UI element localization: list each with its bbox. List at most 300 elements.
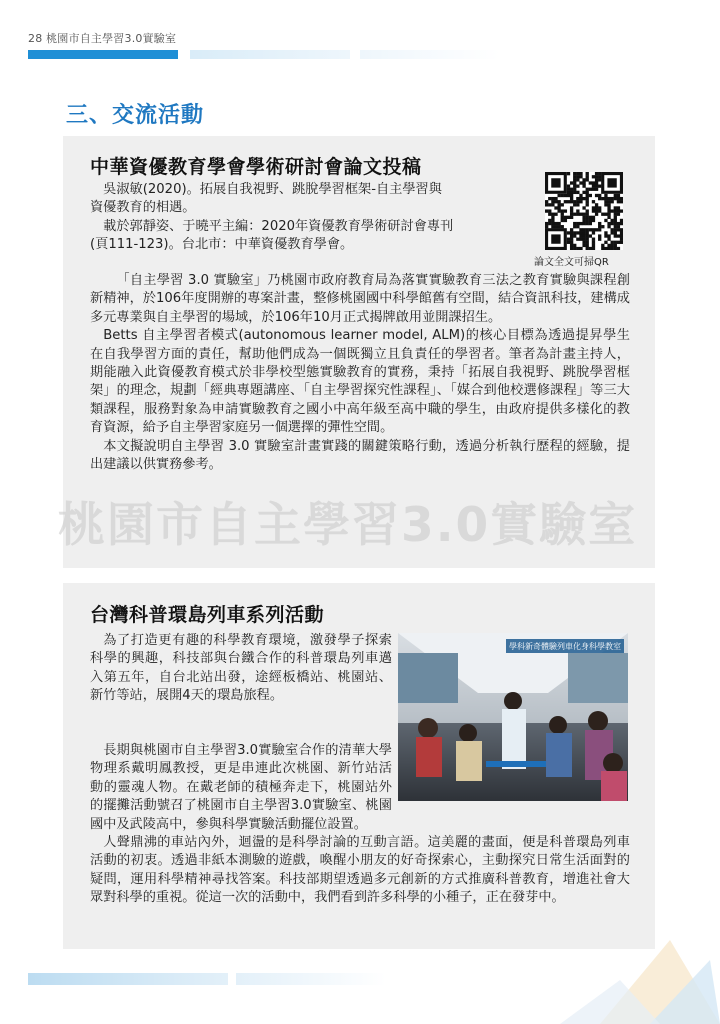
qr-module [620, 228, 623, 231]
qr-module [548, 213, 551, 216]
qr-module [551, 216, 554, 219]
qr-module [557, 222, 560, 225]
qr-module [564, 209, 567, 212]
qr-module [589, 219, 592, 222]
qr-module [611, 241, 614, 244]
citation-line: 載於郭靜姿、于曉平主編：2020年資優教育學術研討會專刊 [90, 218, 454, 234]
qr-module [573, 200, 576, 203]
qr-module [570, 247, 573, 250]
citation-block [90, 181, 530, 255]
qr-module [617, 197, 620, 200]
qr-module [573, 213, 576, 216]
qr-module [576, 238, 579, 241]
qr-module [576, 200, 579, 203]
citation-line: (頁111-123)。台北市：中華資優教育學會。 [90, 237, 354, 253]
citation-line: 資優教育的相遇。 [90, 200, 196, 216]
qr-module [617, 225, 620, 228]
qr-module [592, 241, 595, 244]
qr-module [576, 184, 579, 187]
qr-module [545, 222, 548, 225]
qr-module [614, 213, 617, 216]
qr-module [557, 225, 560, 228]
page-header: 28 桃園市自主學習3.0實驗室 [28, 32, 177, 45]
qr-module [557, 203, 560, 206]
qr-module [561, 225, 564, 228]
qr-module [586, 172, 589, 175]
qr-module [589, 194, 592, 197]
qr-caption: 論文全文可掃QR [534, 257, 609, 268]
qr-module [598, 234, 601, 237]
qr-module [545, 225, 548, 228]
qr-module [607, 200, 610, 203]
qr-module [564, 216, 567, 219]
qr-module [598, 184, 601, 187]
qr-module [554, 222, 557, 225]
qr-module [586, 188, 589, 191]
qr-module [586, 209, 589, 212]
qr-module [614, 194, 617, 197]
qr-module [570, 191, 573, 194]
qr-module [582, 238, 585, 241]
qr-module [620, 234, 623, 237]
qr-module [570, 206, 573, 209]
section-heading: 三、交流活動 [66, 103, 205, 128]
qr-module [570, 234, 573, 237]
qr-module [561, 209, 564, 212]
qr-module [579, 194, 582, 197]
qr-module [607, 234, 610, 237]
qr-module [570, 228, 573, 231]
paragraph: 人聲鼎沸的車站內外，迴盪的是科學討論的互動言語。這美麗的畫面，便是科普環島列車活動的初衷。透過非紙本測驗的遊戲，喚醒小朋友的好奇探索心，主動探究日常生活面對的疑問，運用科學精神尋找答案。科技部期望透過多元創新的方式推廣科普教育，增進社會大眾對科學的重視。從這一次的活動中，我們看到許多科學的小種子，正在發芽中。 [90, 835, 630, 906]
qr-module [598, 178, 601, 181]
qr-module [614, 241, 617, 244]
qr-module [617, 241, 620, 244]
qr-module [561, 219, 564, 222]
qr-module [582, 181, 585, 184]
qr-module [617, 213, 620, 216]
qr-module [548, 219, 551, 222]
qr-module [573, 172, 576, 175]
qr-module [551, 200, 554, 203]
qr-module [598, 228, 601, 231]
qr-module [607, 213, 610, 216]
qr-module [554, 197, 557, 200]
qr-module [592, 188, 595, 191]
qr-module [614, 244, 617, 247]
qr-module [614, 247, 617, 250]
qr-module [582, 213, 585, 216]
qr-module [586, 197, 589, 200]
qr-module [620, 238, 623, 241]
qr-module [579, 234, 582, 237]
qr-module [614, 219, 617, 222]
qr-module [567, 200, 570, 203]
qr-module [604, 200, 607, 203]
qr-module [617, 200, 620, 203]
qr-module [579, 213, 582, 216]
qr-module [551, 203, 554, 206]
qr-module [614, 197, 617, 200]
qr-module [548, 197, 551, 200]
qr-module [598, 225, 601, 228]
photo-caption: 學科新奇體驗列車化身科學教室 [509, 642, 621, 651]
qr-module [620, 231, 623, 234]
qr-module [561, 216, 564, 219]
qr-module [607, 206, 610, 209]
qr-module [592, 200, 595, 203]
qr-module [601, 247, 604, 250]
qr-module [561, 203, 564, 206]
qr-module [617, 234, 620, 237]
qr-module [592, 219, 595, 222]
qr-module [620, 219, 623, 222]
qr-module [561, 213, 564, 216]
qr-module [579, 231, 582, 234]
watermark: 桃園市自主學習3.0實驗室 [58, 498, 638, 553]
train-body-top [90, 632, 392, 706]
qr-module [582, 222, 585, 225]
qr-module [545, 200, 548, 203]
qr-module [595, 188, 598, 191]
qr-module [607, 244, 610, 247]
qr-module [598, 172, 601, 175]
qr-module [573, 178, 576, 181]
qr-module [614, 228, 617, 231]
qr-module [604, 219, 607, 222]
qr-module [586, 247, 589, 250]
qr-module [582, 228, 585, 231]
qr-module [576, 222, 579, 225]
qr-module [620, 222, 623, 225]
qr-module [617, 194, 620, 197]
qr-module [586, 231, 589, 234]
qr-module [551, 219, 554, 222]
qr-module [601, 197, 604, 200]
qr-module [567, 184, 570, 187]
qr-module [573, 222, 576, 225]
qr-module [582, 197, 585, 200]
qr-module [586, 178, 589, 181]
qr-module [595, 213, 598, 216]
qr-module [598, 209, 601, 212]
qr-module [579, 222, 582, 225]
qr-module [607, 197, 610, 200]
citation-line: 吳淑敏(2020)。拓展自我視野、跳脫學習框架-自主學習與 [90, 182, 442, 197]
qr-module [567, 231, 570, 234]
qr-module [617, 222, 620, 225]
qr-module [554, 206, 557, 209]
paragraph: 長期與桃園市自主學習3.0實驗室合作的清華大學物理系戴明鳳教授，更是串連此次桃園、新竹站活動的靈魂人物。在戴老師的積極奔走下，桃園站外的擺攤活動號召了桃園市自主學習3.0實驗室、桃園國中及武陵高中，參與科學實驗活動擺位設置。 [90, 743, 392, 832]
qr-module [611, 228, 614, 231]
qr-module [570, 200, 573, 203]
qr-module [598, 238, 601, 241]
qr-module [586, 213, 589, 216]
qr-module [617, 206, 620, 209]
qr-module [595, 175, 598, 178]
train-body [90, 742, 630, 908]
qr-module [586, 228, 589, 231]
qr-module [557, 200, 560, 203]
qr-module [576, 209, 579, 212]
qr-module [611, 197, 614, 200]
qr-module [595, 206, 598, 209]
qr-module [611, 247, 614, 250]
qr-module [567, 191, 570, 194]
qr-module [573, 188, 576, 191]
qr-module [570, 197, 573, 200]
qr-module [570, 231, 573, 234]
qr-module [604, 194, 607, 197]
qr-module [573, 181, 576, 184]
qr-module [582, 178, 585, 181]
qr-module [564, 200, 567, 203]
qr-module [582, 216, 585, 219]
qr-module [561, 194, 564, 197]
qr-module [601, 213, 604, 216]
qr-module [595, 228, 598, 231]
qr-module [576, 172, 579, 175]
qr-module [567, 172, 570, 175]
qr-module [576, 175, 579, 178]
qr-module [607, 225, 610, 228]
qr-module [570, 244, 573, 247]
qr-module [611, 222, 614, 225]
qr-module [604, 203, 607, 206]
qr-module [586, 194, 589, 197]
qr-module [586, 175, 589, 178]
qr-module [586, 241, 589, 244]
qr-module [570, 213, 573, 216]
qr-module [564, 194, 567, 197]
qr-module [557, 194, 560, 197]
qr-module [595, 194, 598, 197]
qr-module [617, 228, 620, 231]
qr-module [576, 213, 579, 216]
qr-module [586, 219, 589, 222]
qr-code-graphic [545, 172, 623, 250]
qr-module [573, 203, 576, 206]
qr-module [598, 197, 601, 200]
qr-module [595, 209, 598, 212]
qr-module [582, 191, 585, 194]
qr-module [579, 175, 582, 178]
qr-module [592, 206, 595, 209]
qr-module [586, 191, 589, 194]
qr-module [604, 234, 607, 237]
qr-module [570, 209, 573, 212]
qr-module [598, 222, 601, 225]
qr-module [579, 200, 582, 203]
qr-module [586, 200, 589, 203]
qr-module [582, 244, 585, 247]
qr-module [573, 191, 576, 194]
qr-module [611, 200, 614, 203]
qr-module [573, 247, 576, 250]
qr-module [592, 247, 595, 250]
qr-module [551, 213, 554, 216]
qr-module [614, 222, 617, 225]
qr-module [582, 234, 585, 237]
qr-module [573, 234, 576, 237]
qr-module [614, 234, 617, 237]
qr-module [548, 209, 551, 212]
qr-module [573, 231, 576, 234]
qr-module [570, 181, 573, 184]
qr-module [576, 178, 579, 181]
qr-module [604, 247, 607, 250]
header-bar-fade [190, 50, 350, 59]
qr-module [604, 231, 607, 234]
qr-module [576, 225, 579, 228]
qr-module [592, 238, 595, 241]
qr-module [607, 203, 610, 206]
qr-module [567, 238, 570, 241]
qr-module [614, 209, 617, 212]
qr-module [607, 247, 610, 250]
qr-module [592, 216, 595, 219]
qr-module [586, 238, 589, 241]
qr-module [567, 188, 570, 191]
qr-module [611, 244, 614, 247]
qr-module [611, 219, 614, 222]
qr-module [579, 197, 582, 200]
qr-module [607, 209, 610, 212]
qr-module [604, 197, 607, 200]
qr-module [598, 206, 601, 209]
qr-module [586, 216, 589, 219]
qr-module [607, 216, 610, 219]
header-bar-fade-end [360, 50, 500, 59]
qr-module [595, 178, 598, 181]
qr-module [592, 231, 595, 234]
qr-module [573, 244, 576, 247]
paragraph: 本文擬說明自主學習 3.0 實驗室計畫實踐的關鍵策略行動，透過分析執行歷程的經驗，提出建議以供實務參考。 [90, 438, 630, 473]
qr-module [611, 209, 614, 212]
qr-finder [551, 178, 560, 187]
qr-module [567, 241, 570, 244]
qr-module [604, 241, 607, 244]
qr-module [570, 194, 573, 197]
qr-module [557, 209, 560, 212]
qr-module [579, 181, 582, 184]
qr-module [582, 219, 585, 222]
qr-module [557, 206, 560, 209]
qr-module [592, 228, 595, 231]
qr-module [567, 194, 570, 197]
qr-module [589, 216, 592, 219]
qr-module [614, 225, 617, 228]
footer-bar-fade [236, 973, 386, 985]
qr-module [598, 175, 601, 178]
qr-module [554, 225, 557, 228]
qr-module [551, 225, 554, 228]
paragraph: 為了打造更有趣的科學教育環境，激發學子探索科學的興趣，科技部與台鐵合作的科普環島列車邁入第五年，自台北站出發，途經板橋站、桃園站、新竹等站，展開4天的環島旅程。 [90, 633, 392, 704]
qr-module [589, 222, 592, 225]
qr-module [582, 231, 585, 234]
qr-module [576, 247, 579, 250]
qr-module [620, 200, 623, 203]
qr-module [620, 209, 623, 212]
qr-finder [551, 234, 560, 243]
qr-module [595, 181, 598, 184]
qr-module [589, 234, 592, 237]
qr-module [570, 241, 573, 244]
qr-finder [607, 178, 616, 187]
qr-module [554, 213, 557, 216]
qr-module [589, 181, 592, 184]
qr-module [551, 197, 554, 200]
qr-module [586, 222, 589, 225]
qr-module [592, 209, 595, 212]
qr-module [579, 172, 582, 175]
qr-module [601, 244, 604, 247]
qr-module [554, 200, 557, 203]
qr-module [595, 203, 598, 206]
qr-code[interactable] [545, 172, 623, 250]
qr-module [576, 191, 579, 194]
qr-module [551, 222, 554, 225]
qr-module [576, 197, 579, 200]
qr-module [595, 184, 598, 187]
qr-module [570, 238, 573, 241]
corner-decoration [560, 930, 720, 1024]
qr-module [576, 231, 579, 234]
qr-module [579, 238, 582, 241]
qr-module [598, 194, 601, 197]
qr-module [614, 231, 617, 234]
qr-module [620, 197, 623, 200]
qr-module [592, 175, 595, 178]
qr-module [567, 216, 570, 219]
qr-module [589, 188, 592, 191]
qr-module [611, 231, 614, 234]
qr-module [617, 209, 620, 212]
qr-module [545, 209, 548, 212]
qr-module [573, 184, 576, 187]
qr-module [604, 213, 607, 216]
qr-module [592, 184, 595, 187]
qr-module [586, 203, 589, 206]
qr-module [614, 216, 617, 219]
qr-module [582, 241, 585, 244]
qr-module [579, 228, 582, 231]
qr-module [573, 225, 576, 228]
qr-module [545, 203, 548, 206]
qr-module [617, 247, 620, 250]
train-title: 台灣科普環島列車系列活動 [90, 604, 325, 626]
paragraph: 「自主學習 3.0 實驗室」乃桃園市政府教育局為落實實驗教育三法之教育實驗與課程創新精神，於106年度開辦的專案計畫，整修桃園國中科學館舊有空間，結合資訊科技，建構成多元專業與自主學習的場域，於106年10月正式揭牌啟用並開課招生。 [90, 273, 630, 325]
paper-title: 中華資優教育學會學術研討會論文投稿 [90, 156, 422, 178]
qr-module [589, 228, 592, 231]
paragraph: Betts 自主學習者模式(autonomous learner model, ALM)的核心目標為透過提昇學生在自我學習方面的責任，幫助他們成為一個既獨立且負責任的學習者。筆者為計畫主持人，期能融入此資優教育模式於非學校型態實驗教育的實務，秉持「拓展自我視野、跳脫學習框架」的理念，規劃「經典專題講座、「自主學習探究性課程」、「媒合到他校選修課程」等三大類課程，服務對象為申請實驗教育之國小中高年級至高中職的學生，由政府提供多樣化的教育資源，給予自主學習家庭另一個選擇的彈性空間。 [90, 328, 630, 436]
qr-module [589, 247, 592, 250]
qr-module [601, 225, 604, 228]
qr-module [586, 234, 589, 237]
qr-module [614, 206, 617, 209]
qr-module [573, 175, 576, 178]
qr-module [564, 219, 567, 222]
qr-module [607, 238, 610, 241]
qr-module [595, 172, 598, 175]
qr-module [592, 181, 595, 184]
paper-body [90, 272, 630, 474]
qr-module [570, 188, 573, 191]
qr-module [548, 222, 551, 225]
header-bar [28, 50, 178, 59]
qr-module [579, 247, 582, 250]
qr-module [620, 241, 623, 244]
qr-module [582, 206, 585, 209]
